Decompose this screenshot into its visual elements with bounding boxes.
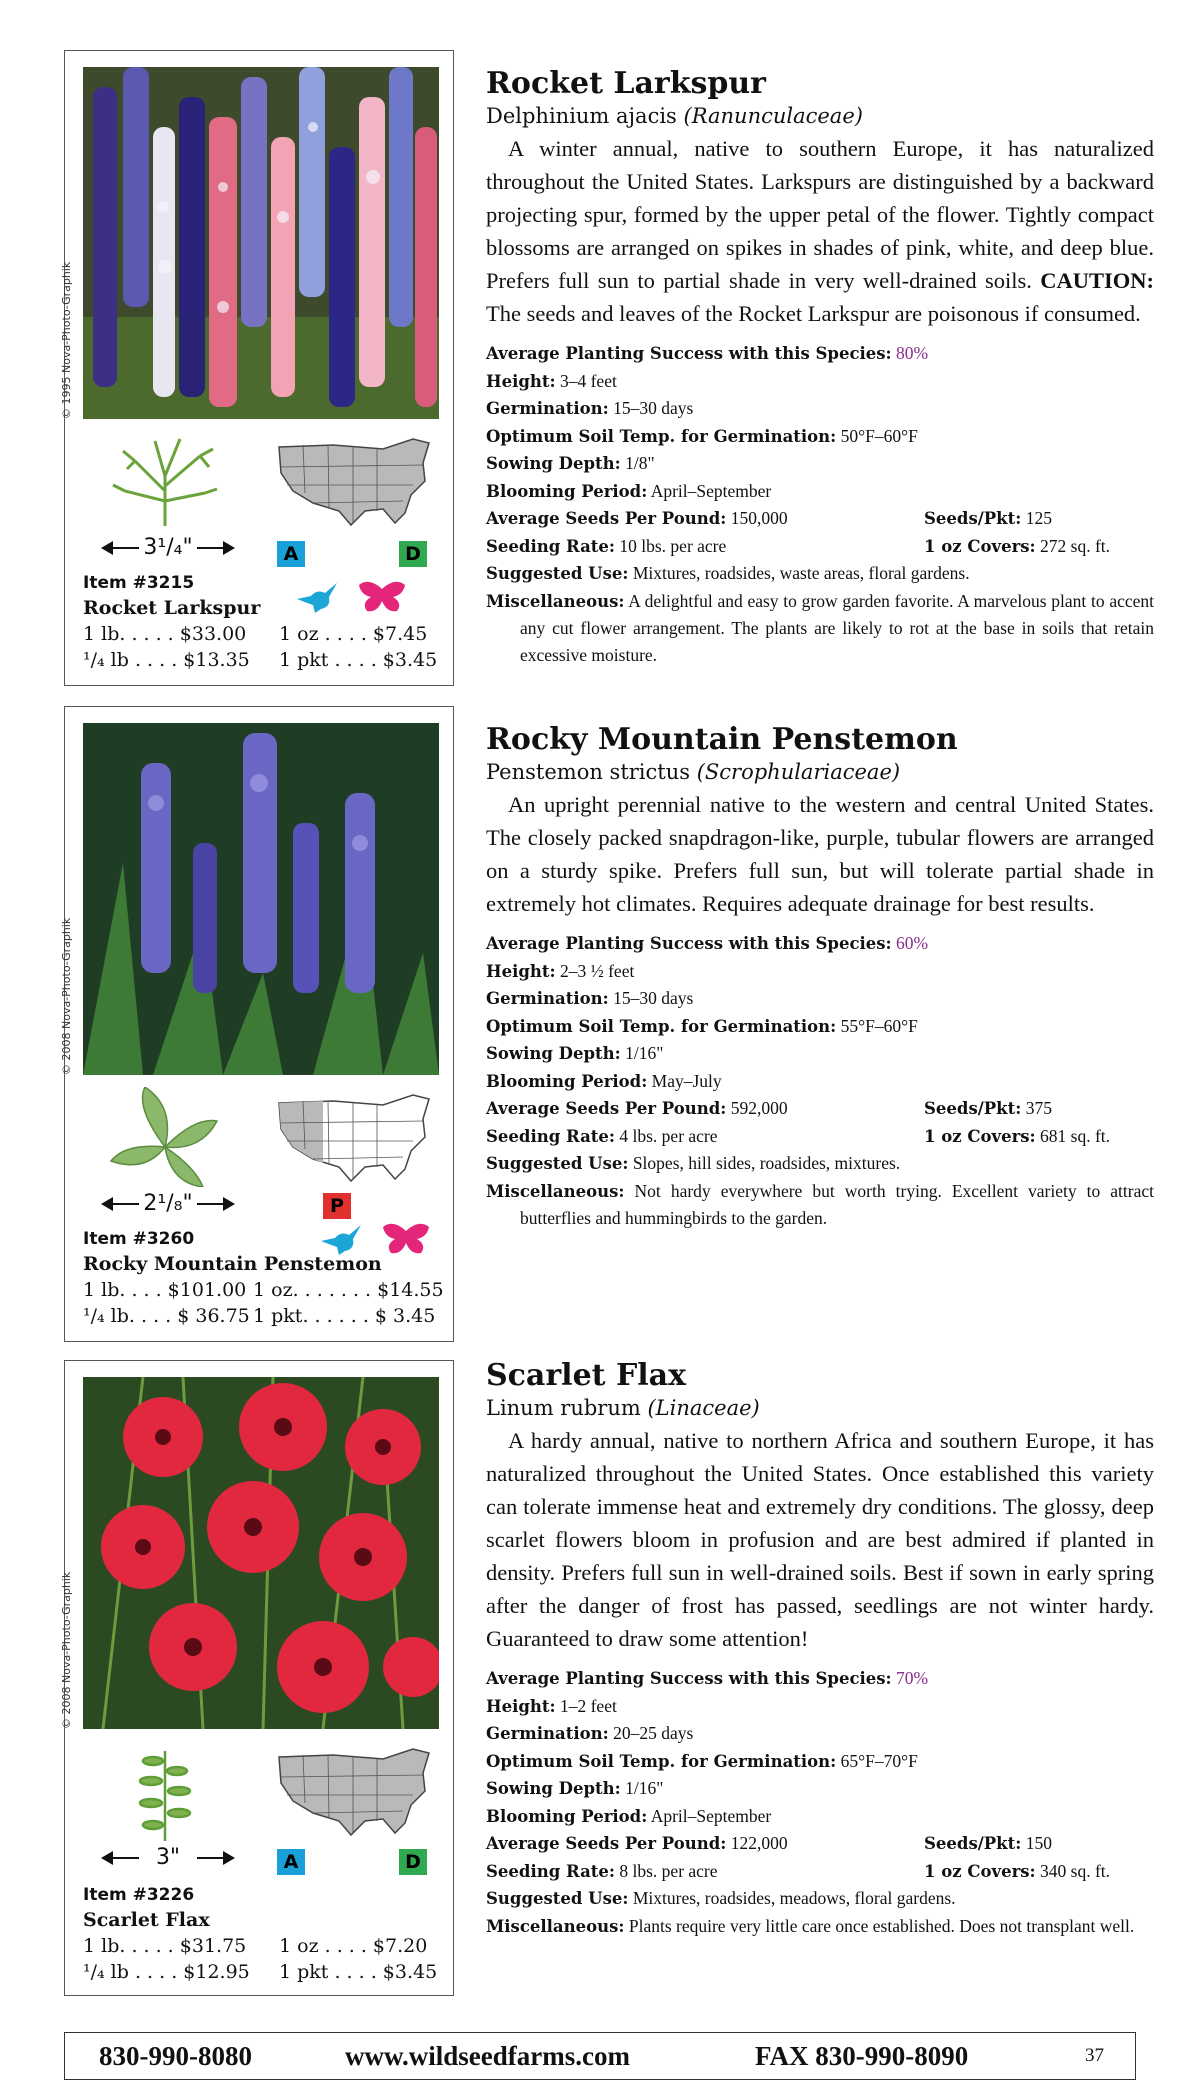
product-panel-scarlet-flax bbox=[60, 1360, 454, 1996]
photo-credit: © 2008 Nova-Photo-Graphik bbox=[60, 1571, 73, 1729]
price-pkt: 1 pkt . . . . $3.45 bbox=[279, 1961, 438, 1983]
item-number: Item #3226 bbox=[83, 1885, 195, 1905]
price-pkt: 1 pkt. . . . . . $ 3.45 bbox=[253, 1305, 436, 1327]
species-description: A winter annual, native to southern Europe, it has naturalized throughout the United States. Larkspurs are distinguished by a backward projecting spur, formed by the upper petal of the flower. Tightly compact blossoms are arranged on spikes in shades of pink, white, and deep blue. Prefers full sun to partial shade in very well-drained soils. CAUTION: The seeds and leaves of the Rocket Larkspur are poisonous if consumed. bbox=[486, 136, 1154, 326]
us-map-icon bbox=[273, 1743, 433, 1841]
planting-success: 80% bbox=[896, 343, 929, 363]
price-1lb: 1 lb. . . . . $31.75 bbox=[83, 1935, 247, 1957]
item-number: Item #3260 bbox=[83, 1229, 195, 1249]
foliage-illustration bbox=[105, 1087, 225, 1187]
species-description: A hardy annual, native to northern Africa and southern Europe, it has naturalized throughout the United States. Once established this variety can tolerate immense heat and extremely dry conditions. The glossy, deep scarlet flowers bloom in profusion and are best admired if planted in density. Prefers full sun in well-drained soils. Best if sown in early spring after the danger of frost has passed, seedlings are not winter hardy. Guaranteed to draw some attention! bbox=[486, 1428, 1154, 1651]
plant-size: 2¹/₈" bbox=[143, 1191, 193, 1216]
scientific-name: Linum rubrum (Linaceae) bbox=[486, 1396, 760, 1420]
butterfly-icon bbox=[357, 579, 407, 615]
species-entry-rocket-larkspur bbox=[486, 66, 1154, 668]
product-panel-rocket-larkspur bbox=[60, 50, 454, 686]
rocket-larkspur-photo bbox=[83, 67, 439, 419]
perennial-badge: P bbox=[323, 1193, 351, 1219]
plant-size-indicator bbox=[103, 1189, 233, 1219]
item-number: Item #3215 bbox=[83, 573, 195, 593]
species-entry-scarlet-flax bbox=[486, 1358, 1154, 1940]
species-description: An upright perennial native to the western and central United States. The closely packed snapdragon-like, purple, tubular flowers are arranged on a sturdy spike. Prefers full sun, but will tolerate partial shade in extremely hot climates. Requires adequate drainage for best results. bbox=[486, 792, 1154, 916]
plant-size-indicator bbox=[103, 1843, 233, 1873]
scarlet-flax-photo bbox=[83, 1377, 439, 1729]
plant-size: 3" bbox=[155, 1845, 181, 1870]
species-title: Rocky Mountain Penstemon bbox=[486, 722, 958, 757]
item-name: Rocket Larkspur bbox=[83, 597, 261, 619]
hummingbird-icon bbox=[319, 1221, 363, 1257]
item-name: Rocky Mountain Penstemon bbox=[83, 1253, 382, 1275]
species-title: Rocket Larkspur bbox=[486, 66, 766, 101]
species-entry-rocky-mountain-penstemon bbox=[486, 722, 1154, 1232]
plant-size: 3¹/₄" bbox=[143, 535, 193, 560]
price-1oz: 1 oz . . . . $7.45 bbox=[279, 623, 428, 645]
price-1oz: 1 oz. . . . . . . $14.55 bbox=[253, 1279, 444, 1301]
price-1lb: 1 lb. . . . . $33.00 bbox=[83, 623, 247, 645]
price-quarter-lb: ¹/₄ lb . . . . $13.35 bbox=[83, 649, 250, 671]
us-map-icon bbox=[273, 433, 433, 531]
photo-credit: © 2008 Nova-Photo-Graphik bbox=[60, 917, 73, 1075]
price-quarter-lb: ¹/₄ lb . . . . $12.95 bbox=[83, 1961, 250, 1983]
butterfly-icon bbox=[381, 1221, 431, 1257]
photo-credit: © 1995 Nova-Photo-Graphik bbox=[60, 261, 73, 419]
annual-badge: A bbox=[277, 541, 305, 567]
annual-badge: A bbox=[277, 1849, 305, 1875]
drought-badge: D bbox=[399, 541, 427, 567]
foliage-illustration bbox=[105, 1741, 225, 1841]
website-link[interactable]: www.wildseedfarms.com bbox=[345, 2041, 630, 2071]
us-map-icon bbox=[273, 1089, 433, 1187]
species-specs: Average Planting Success with this Species: 60% Height: 2–3 ½ feet Germination: 15–30 days Optimum Soil Temp. for Germination: 55°F–60°F Sowing Depth: 1/16" Blooming Period: May–July Average Seeds Per Pound: 592,000 Seeds/Pkt: 375 Seeding Rate: 4 lbs. per acre 1 oz Covers: 681 sq. ft. Suggested Use: Slopes, hill sides, roadsides, mixtures. Miscellaneous: Not hardy everywhere but worth trying. Excellent variety to attract butterflies and hummingbirds to the garden. bbox=[486, 933, 1154, 1228]
fax-number: FAX 830-990-8090 bbox=[755, 2041, 969, 2071]
species-specs: Average Planting Success with this Species: 70% Height: 1–2 feet Germination: 20–25 days Optimum Soil Temp. for Germination: 65°F–70°F Sowing Depth: 1/16" Blooming Period: April–September Average Seeds Per Pound: 122,000 Seeds/Pkt: 150 Seeding Rate: 8 lbs. per acre 1 oz Covers: 340 sq. ft. Suggested Use: Mixtures, roadsides, meadows, floral gardens. Miscellaneous: Plants require very little care once established. Does not transplant well. bbox=[486, 1668, 1135, 1936]
drought-badge: D bbox=[399, 1849, 427, 1875]
foliage-illustration bbox=[105, 431, 225, 531]
species-title: Scarlet Flax bbox=[486, 1358, 686, 1393]
item-name: Scarlet Flax bbox=[83, 1909, 210, 1931]
product-panel-rocky-mountain-penstemon bbox=[60, 706, 454, 1342]
price-pkt: 1 pkt . . . . $3.45 bbox=[279, 649, 438, 671]
scientific-name: Delphinium ajacis (Ranunculaceae) bbox=[486, 104, 863, 128]
price-1oz: 1 oz . . . . $7.20 bbox=[279, 1935, 428, 1957]
page-number: 37 bbox=[1085, 2045, 1104, 2066]
caution-label: CAUTION: bbox=[1040, 268, 1154, 293]
planting-success: 70% bbox=[896, 1668, 929, 1688]
species-specs: Average Planting Success with this Species: 80% Height: 3–4 feet Germination: 15–30 days Optimum Soil Temp. for Germination: 50°F–60°F Sowing Depth: 1/8" Blooming Period: April–September Average Seeds Per Pound: 150,000 Seeds/Pkt: 125 Seeding Rate: 10 lbs. per acre 1 oz Covers: 272 sq. ft. Suggested Use: Mixtures, roadsides, waste areas, floral gardens. Miscellaneous: A delightful and easy to grow garden favorite. A marvelous plant to accent any cut flower arrangement. The plants are likely to rot at the base in soils that retain excessive moisture. bbox=[486, 343, 1154, 665]
phone-number[interactable]: 830-990-8080 bbox=[99, 2041, 252, 2071]
plant-size-indicator bbox=[103, 533, 233, 563]
penstemon-photo bbox=[83, 723, 439, 1075]
contact-footer bbox=[64, 2032, 1136, 2080]
planting-success: 60% bbox=[896, 933, 929, 953]
price-quarter-lb: ¹/₄ lb. . . . $ 36.75 bbox=[83, 1305, 250, 1327]
price-1lb: 1 lb. . . . $101.00 bbox=[83, 1279, 247, 1301]
scientific-name: Penstemon strictus (Scrophulariaceae) bbox=[486, 760, 901, 784]
hummingbird-icon bbox=[295, 579, 339, 615]
